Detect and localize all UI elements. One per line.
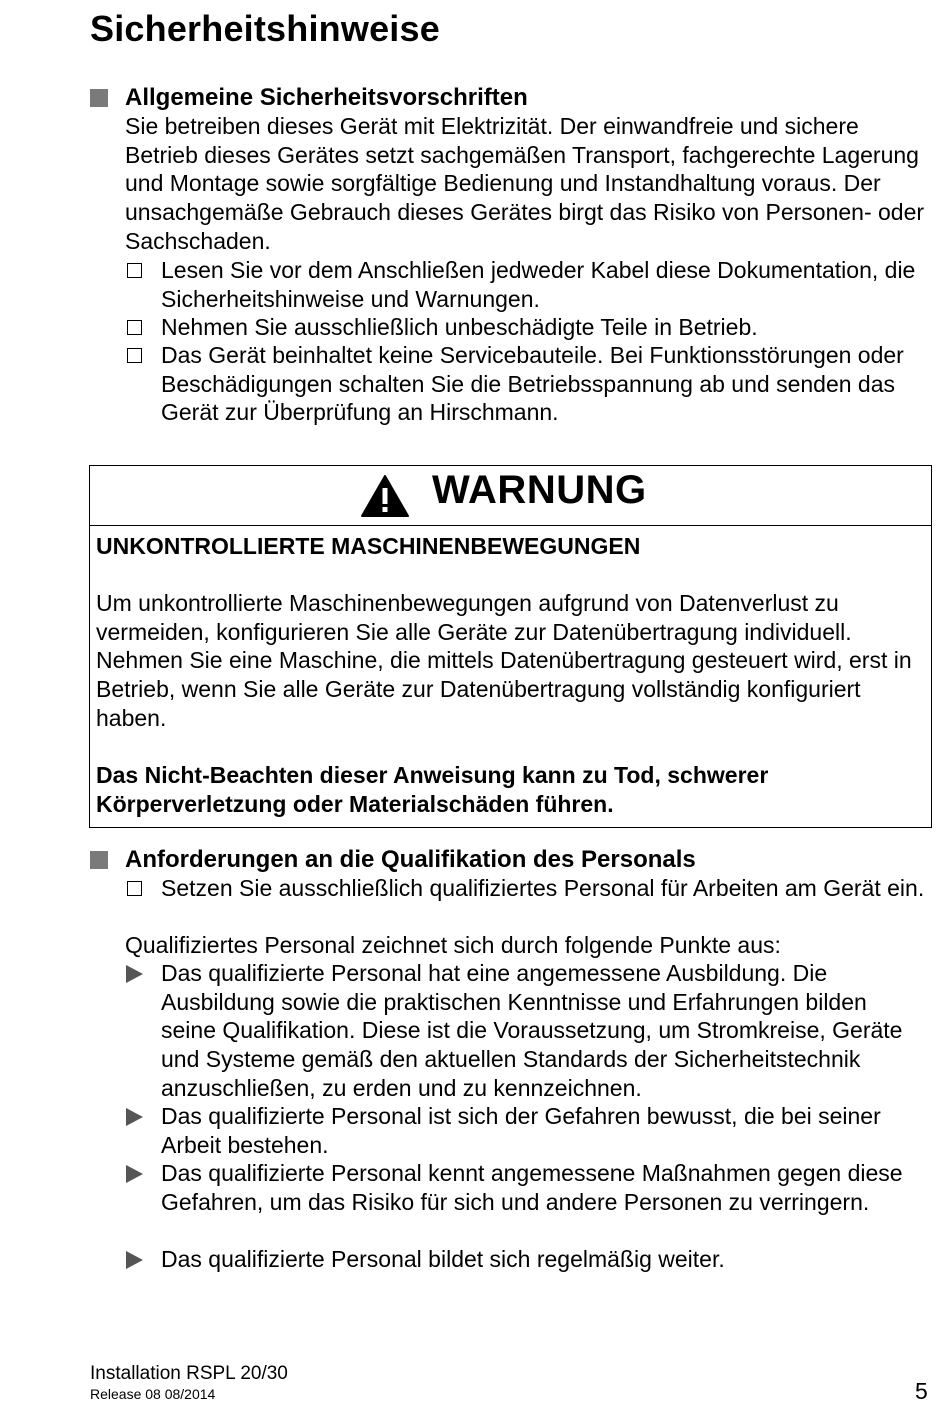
list-item-text: Das qualifizierte Personal kennt angemessene Maßnahmen gegen diese Gefahren, um das Risiko für sich und andere Personen zu verringern. [161, 1160, 903, 1215]
list-item [125, 874, 925, 903]
triangle-bullet-icon [126, 1165, 143, 1183]
warning-box [89, 465, 932, 828]
warning-body: Um unkontrollierte Maschinenbewegungen aufgrund von Datenverlust zu vermeiden, konfigurieren Sie alle Geräte zur Datenübertragung individuell. Nehmen Sie eine Maschine, die mittels Datenübertragung gesteuert wird, erst in Betrieb, wenn Sie alle Geräte zur Datenübertragung vollständig konfiguriert haben. [96, 590, 912, 731]
warning-triangle-icon [360, 474, 410, 518]
triangle-bullet-icon [126, 965, 143, 983]
list-item [125, 313, 925, 342]
list-item-text: Lesen Sie vor dem Anschließen jedweder Kabel diese Dokumentation, die Sicherheitshinweise und Warnungen. [161, 257, 916, 312]
section-intro-text: Sie betreiben dieses Gerät mit Elektrizität. Der einwandfreie und sichere Betrieb dieses Gerätes setzt sachgemäßen Transport, fachgerechte Lagerung und Montage sowie sorgfältige Bedienung und Instandhaltung voraus. Der unsachgemäße Gebrauch dieses Gerätes birgt das Risiko von Personen- oder Sachschaden. [125, 113, 925, 254]
list-item-text: Das qualifizierte Personal hat eine angemessene Ausbildung. Die Ausbildung sowie die praktischen Kenntnisse und Erfahrungen bilden seine Qualifikation. Diese ist die Voraussetzung, um Stromkreise, Geräte und Systeme gemäß den aktuellen Standards der Sicherheitstechnik anzuschließen, zu erden und zu kennzeichnen. [161, 960, 903, 1101]
list-item-text: Das qualifizierte Personal ist sich der Gefahren bewusst, die bei seiner Arbeit bestehen. [161, 1103, 881, 1158]
section-heading-label: Allgemeine Sicherheitsvorschriften [125, 84, 528, 111]
checkbox-bullet-icon [127, 263, 142, 278]
warning-consequence: Das Nicht-Beachten dieser Anweisung kann zu Tod, schwerer Körperverletzung oder Materialschäden führen. [96, 762, 769, 817]
list-item-text: Nehmen Sie ausschließlich unbeschädigte Teile in Betrieb. [161, 314, 758, 340]
warning-subtitle: UNKONTROLLIERTE MASCHINENBEWEGUNGEN [96, 533, 641, 559]
warning-title: WARNUNG [432, 468, 647, 512]
section-heading-qualification [90, 845, 696, 874]
section-heading-general-safety [90, 83, 528, 112]
list-item [125, 959, 925, 1103]
checkbox-bullet-icon [127, 320, 142, 335]
page-number: 5 [915, 1378, 928, 1404]
footer-release: Release 08 08/2014 [90, 1386, 216, 1402]
square-bullet-icon [90, 851, 108, 869]
list-item [125, 1245, 925, 1274]
page-title: Sicherheitshinweise [90, 8, 440, 49]
list-item [125, 1102, 925, 1159]
qualification-intro: Qualifiziertes Personal zeichnet sich durch folgende Punkte aus: [125, 932, 781, 958]
warning-header [90, 466, 931, 526]
section-heading-label: Anforderungen an die Qualifikation des Personals [125, 846, 696, 873]
list-item-text: Das qualifizierte Personal bildet sich regelmäßig weiter. [161, 1246, 725, 1272]
list-item-text: Setzen Sie ausschließlich qualifiziertes Personal für Arbeiten am Gerät ein. [161, 875, 925, 901]
list-item [125, 1159, 925, 1216]
footer-document-title: Installation RSPL 20/30 [90, 1363, 288, 1384]
list-item-text: Das Gerät beinhaltet keine Servicebauteile. Bei Funktionsstörungen oder Beschädigungen schalten Sie die Betriebsspannung ab und senden das Gerät zur Überprüfung an Hirschmann. [161, 342, 904, 426]
triangle-bullet-icon [126, 1108, 143, 1126]
list-item [125, 256, 925, 313]
list-item [125, 341, 925, 427]
checkbox-bullet-icon [127, 348, 142, 363]
triangle-bullet-icon [126, 1251, 143, 1269]
square-bullet-icon [90, 89, 108, 107]
checkbox-bullet-icon [127, 881, 142, 896]
